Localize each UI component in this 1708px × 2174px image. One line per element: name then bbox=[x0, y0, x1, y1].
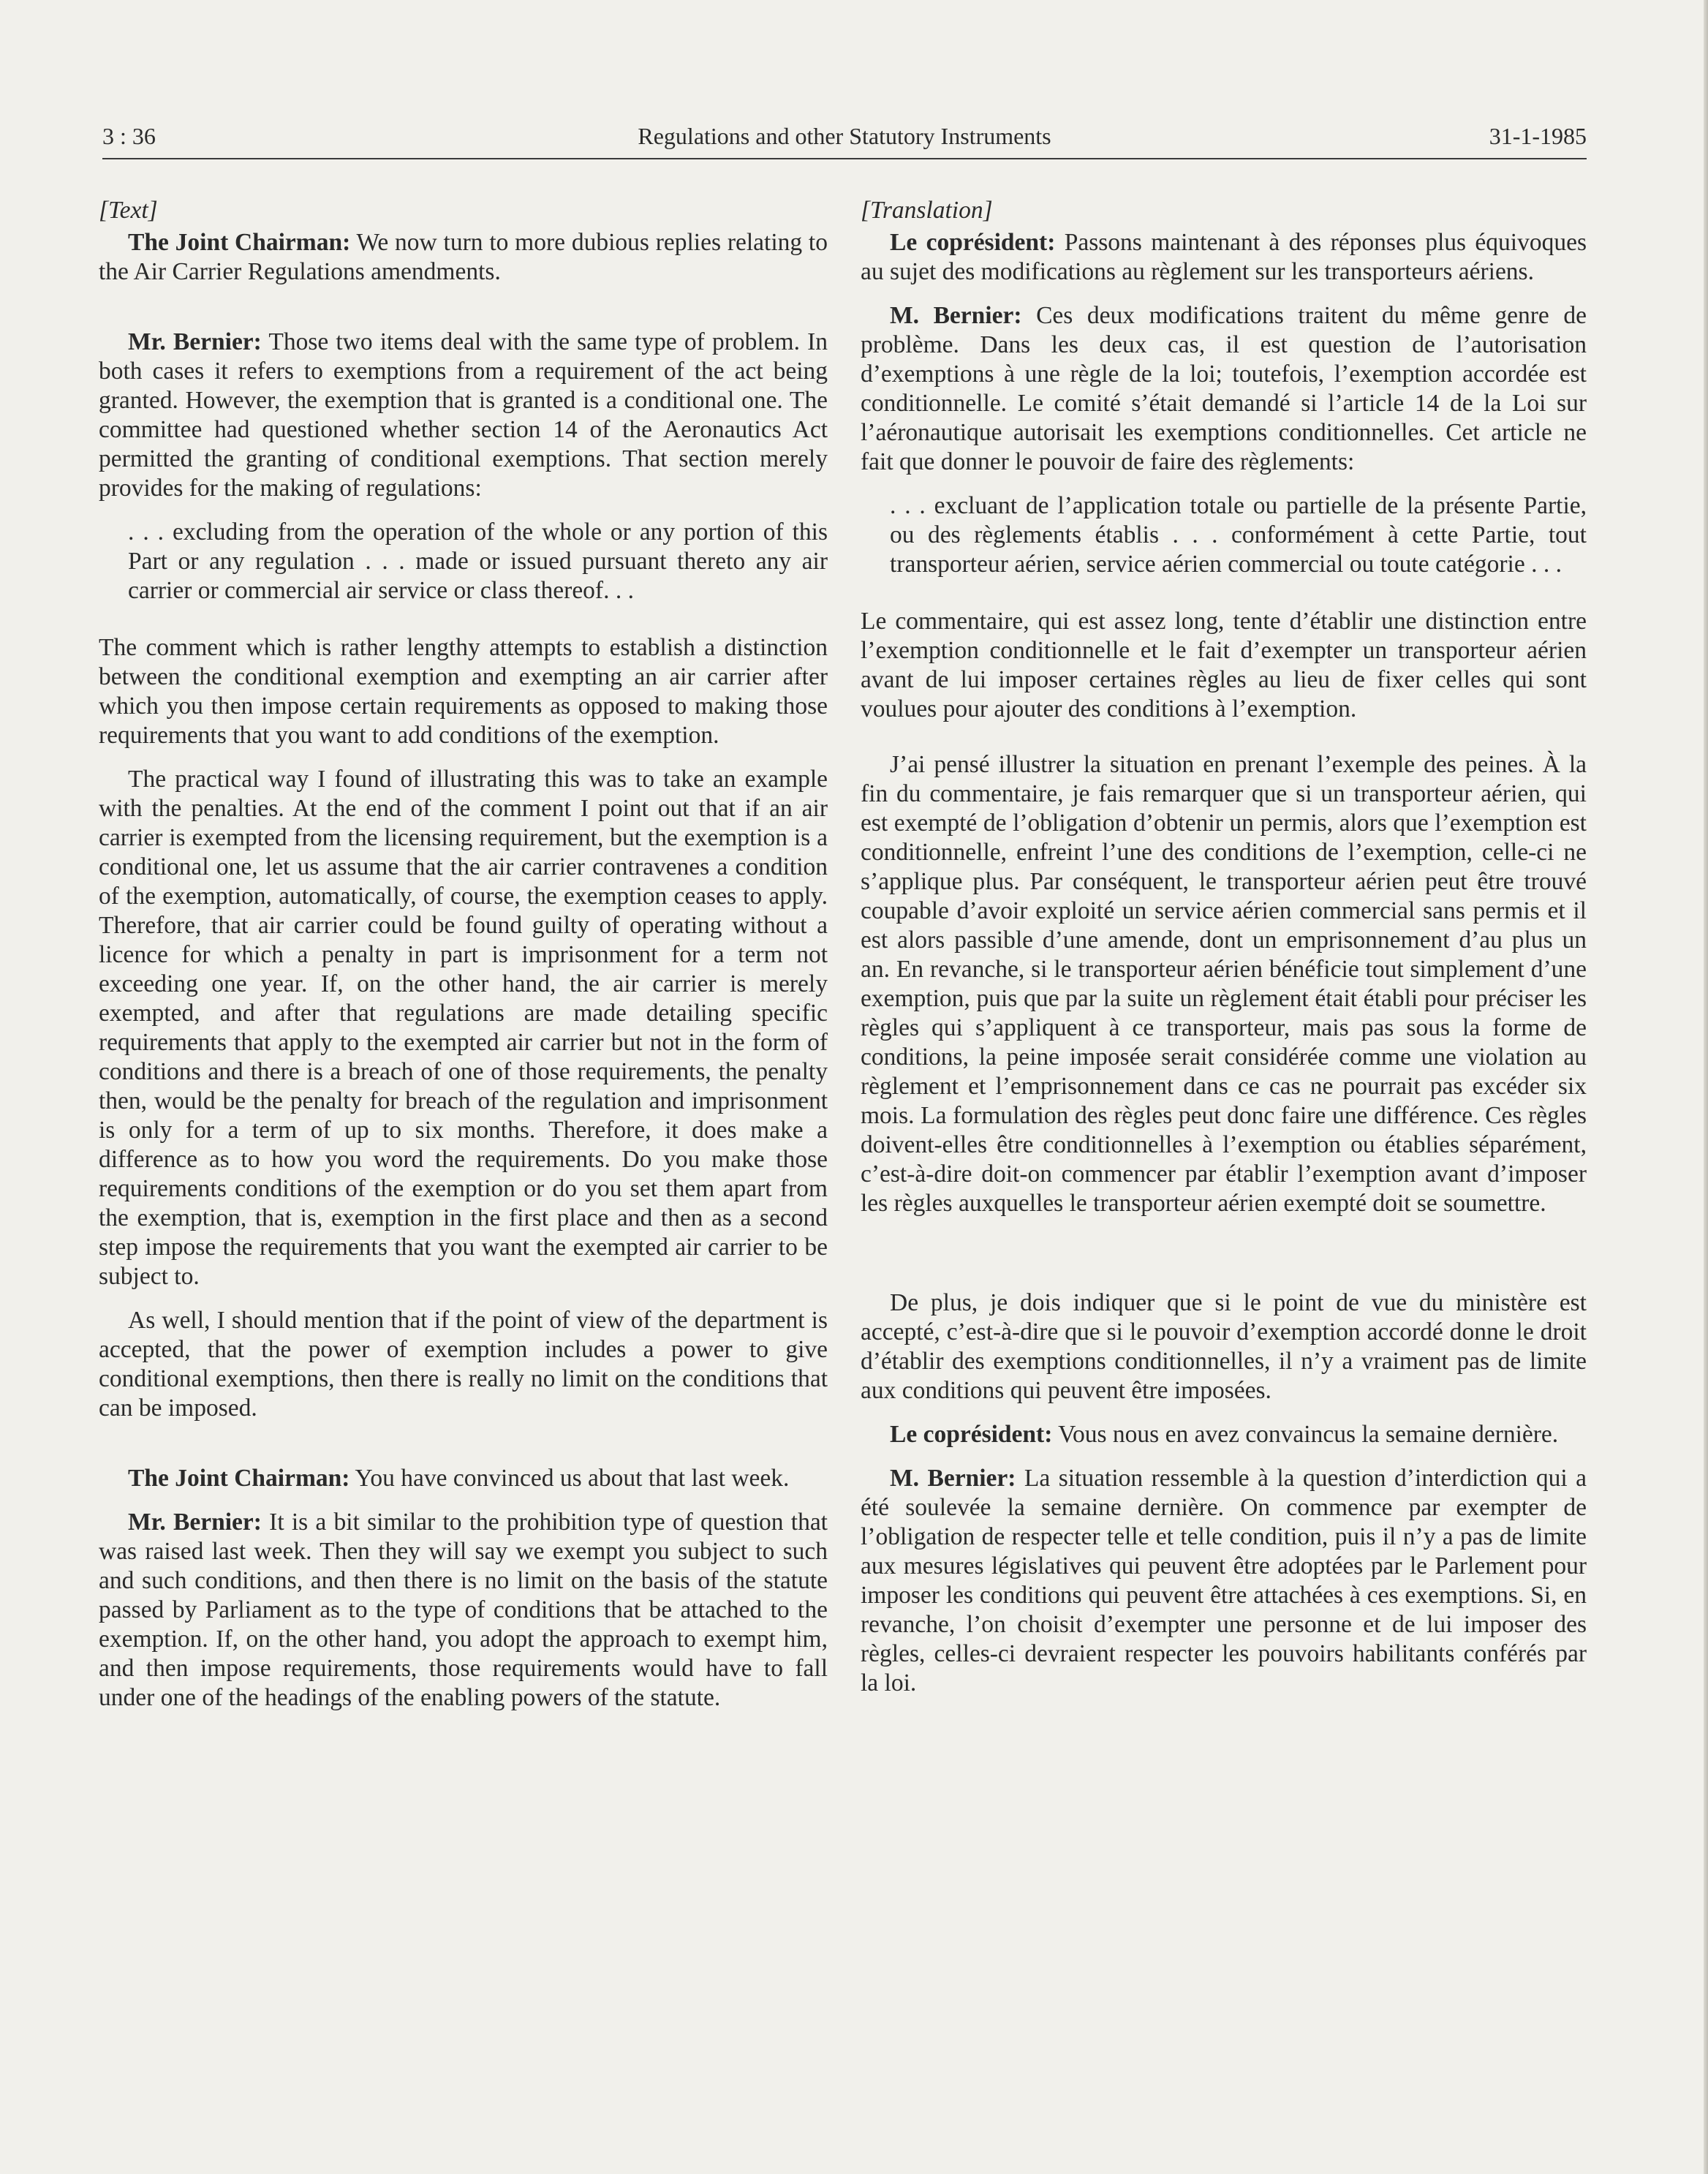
running-title: Regulations and other Statutory Instruments bbox=[638, 123, 1051, 149]
quotation: . . . excluant de l’application totale ou partielle de la présente Partie, ou des règlements établis . . . conformément à cette Partie, tout transporteur aérien, service aérien commercial ou toute catégorie . . . bbox=[890, 492, 1587, 578]
paragraph: The Joint Chairman: You have convinced us about that last week. bbox=[128, 1465, 790, 1492]
paragraph: Mr. Bernier: It is a bit similar to the prohibition type of question that was raised last week. Then they will say we exempt you subject to such and such conditions, and then there is no limit on the basis of the statute passed by Parliament as to the type of conditions that be attached to the exemption. If, on the other hand, you adopt the approach to exempt him, and then impose requirements, those requirements would have to fall under one of the headings of the enabling powers of the statute. bbox=[99, 1509, 828, 1711]
translation-tag: [Translation] bbox=[861, 197, 993, 224]
page-edge bbox=[1704, 0, 1708, 2174]
running-header bbox=[102, 123, 1587, 159]
header-date: 31-1-1985 bbox=[1489, 123, 1587, 149]
paragraph: As well, I should mention that if the point of view of the department is accepted, that the power of exemption includes a power to give conditional exemptions, then there is really no limit on the conditions that can be imposed. bbox=[99, 1307, 828, 1422]
speaker: The Joint Chairman: bbox=[128, 229, 351, 256]
speaker: Le coprésident: bbox=[890, 1421, 1053, 1448]
french-column bbox=[861, 196, 1587, 1713]
paragraph: Le coprésident: Passons maintenant à des réponses plus équivoques au sujet des modifications au règlement sur les transporteurs aériens. bbox=[861, 229, 1587, 285]
paragraph: Le commentaire, qui est assez long, tente d’établir une distinction entre l’exemption conditionnelle et le fait d’exempter un transporteur aérien avant de lui imposer certaines règles au lieu de fixer celles qui sont voulues pour ajouter des conditions à l’exemption. bbox=[861, 608, 1587, 722]
speaker: The Joint Chairman: bbox=[128, 1465, 350, 1492]
paragraph: The practical way I found of illustrating this was to take an example with the penalties. At the end of the comment I point out that if an air carrier is exempted from the licensing requirement, but the exemption is a conditional one, let us assume that the air carrier contravenes a condition of the exemption, automatically, of course, the exemption ceases to apply. Therefore, that air carrier could be found guilty of operating without a licence for which a penalty in part is imprisonment for a term not exceeding one year. If, on the other hand, the air carrier is merely exempted, and after that regulations are made detailing specific requirements that apply to the exempted air carrier but not in the form of conditions and there is a breach of one of those requirements, the penalty then, would be the penalty for breach of the regulation and imprisonment is only for a term of up to six months. Therefore, it does make a difference as to how you word the requirements. Do you make those requirements conditions of the exemption or do you set them apart from the exemption, that is, exemption in the first place and then as a second step impose the requirements that you want the exempted air carrier to be subject to. bbox=[99, 766, 828, 1290]
speaker: Le coprésident: bbox=[890, 229, 1056, 256]
speaker: M. Bernier: bbox=[890, 1465, 1016, 1492]
english-column bbox=[99, 196, 828, 1727]
page-number: 3 : 36 bbox=[102, 123, 156, 149]
paragraph: M. Bernier: Ces deux modifications traitent du même genre de problème. Dans les deux cas, il est question de l’autorisation d’exemptions à une règle de la loi; toutefois, l’exemption accordée est conditionnelle. Le comité s’était demandé si l’article 14 de la Loi sur l’aéronautique autorisait les exemptions conditionnelles. Cet article ne fait que donner le pouvoir de faire des règlements: bbox=[861, 302, 1587, 475]
paragraph: J’ai pensé illustrer la situation en prenant l’exemple des peines. À la fin du commentaire, je fais remarquer que si un transporteur aérien, qui est exempté de l’obligation d’obtenir un permis, alors que l’exemption est conditionnelle, enfreint l’une des conditions de l’exemption, celle-ci ne s’applique plus. Par conséquent, le transporteur aérien peut être trouvé coupable d’avoir exploité un service aérien commercial sans permis et il est alors passible d’une amende, dont un emprisonnement d’au plus un an. En revanche, si le transporteur aérien bénéficie tout simplement d’une exemption, puis que par la suite un règlement était établi pour préciser les règles qui s’appliquent à ce transporteur, mais pas sous la forme de conditions, la peine imposée serait considérée comme une violation au règlement et l’emprisonnement dans ce cas ne pourrait pas excéder six mois. La formulation des règles peut donc faire une différence. Ces règles doivent-elles être conditionnelles à l’exemption ou établies séparément, c’est-à-dire doit-on commencer par établir l’exemption avant d’imposer les règles auxquelles le transporteur aérien exempté doit se soumettre. bbox=[861, 751, 1587, 1217]
speaker: Mr. Bernier: bbox=[128, 1509, 262, 1536]
paragraph: M. Bernier: La situation ressemble à la question d’interdiction qui a été soulevée la semaine dernière. On commence par exempter de l’obligation de respecter telle et telle condition, puis il n’y a pas de limite aux mesures législatives qui peuvent être adoptées par le Parlement pour imposer les conditions qui peuvent être attachées à ces exemptions. Si, en revanche, l’on choisit d’exempter une personne et de lui imposer des règles, celles-ci devraient respecter les pouvoirs habilitants conférés par la loi. bbox=[861, 1465, 1587, 1696]
speaker: Mr. Bernier: bbox=[128, 328, 262, 355]
text-tag: [Text] bbox=[99, 197, 158, 224]
paragraph: Le coprésident: Vous nous en avez convaincus la semaine dernière. bbox=[890, 1421, 1559, 1448]
paragraph: Mr. Bernier: Those two items deal with the same type of problem. In both cases it refers to exemptions from a requirement of the act being granted. However, the exemption that is granted is a conditional one. The committee had questioned whether section 14 of the Aeronautics Act permitted the granting of conditional exemptions. That section merely provides for the making of regulations: bbox=[99, 328, 828, 502]
paragraph: De plus, je dois indiquer que si le point de vue du ministère est accepté, c’est-à-dire que si le pouvoir d’exemption accordé donne le droit d’établir des exemptions conditionnelles, il n’y a vraiment pas de limite aux conditions qui peuvent être imposées. bbox=[861, 1289, 1587, 1404]
speaker: M. Bernier: bbox=[890, 302, 1022, 329]
paragraph: The comment which is rather lengthy attempts to establish a distinction between the conditional exemption and exempting an air carrier after which you then impose certain requirements as opposed to making those requirements that you want to add conditions of the exemption. bbox=[99, 634, 828, 749]
paragraph: The Joint Chairman: We now turn to more dubious replies relating to the Air Carrier Regulations amendments. bbox=[99, 229, 828, 285]
quotation: . . . excluding from the operation of the whole or any portion of this Part or any regulation . . . made or issued pursuant thereto any air carrier or commercial air service or class thereof. . . bbox=[128, 518, 828, 604]
